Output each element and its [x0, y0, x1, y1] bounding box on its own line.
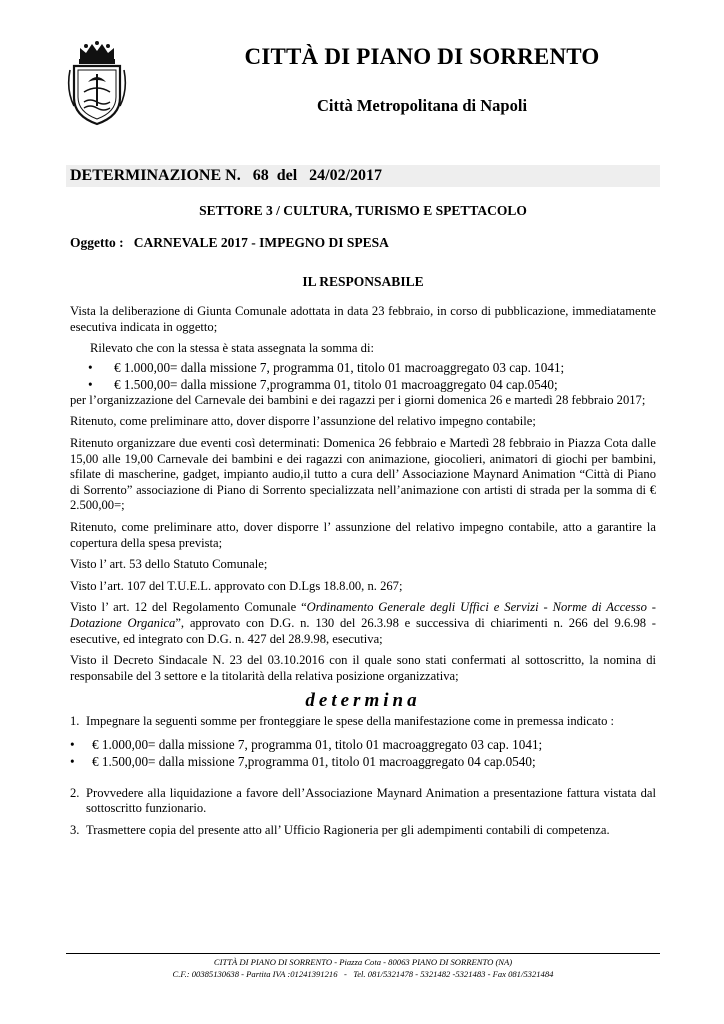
subject-text: CARNEVALE 2017 - IMPEGNO DI SPESA [133, 235, 389, 250]
paragraph: Visto l’ art. 53 dello Statuto Comunale; [70, 557, 268, 572]
determination-label: DETERMINAZIONE N. [70, 167, 241, 184]
footer-divider [66, 953, 660, 954]
subject-label: Oggetto : [70, 235, 124, 250]
budget-list [70, 359, 656, 393]
page-title: CITTÀ DI PIANO DI SORRENTO [244, 44, 600, 69]
determina-budget-list [70, 736, 656, 770]
paragraph: Visto l’ art. 12 del Regolamento Comunale “Ordinamento Generale degli Uffici e Servizi - Norme di Accesso - Dotazione Organica”, approvato con D.G. n. 130 del 26.3.98 e successiva di chiarimenti n. 266 del 9.6.98 - esecutive, ed integrato con D.G. n. 427 del 28.9.98, esecutiva; [70, 600, 656, 646]
paragraph: Visto l’art. 107 del T.U.E.L. approvato con D.Lgs 18.8.00, n. 267; [70, 578, 403, 593]
bullet-icon: • [88, 376, 93, 392]
paragraph: Visto il Decreto Sindacale N. 23 del 03.10.2016 con il quale sono stati confermati al sottoscritto, la nomina di responsabile del 3 settore e la titolarità della relativa posizione organizzativa; [70, 653, 656, 683]
numbered-item: 3. Trasmettere copia del presente atto all’ Ufficio Ragioneria per gli adempimenti contabili di competenza. [70, 823, 610, 838]
paragraph: Ritenuto, come preliminare atto, dover disporre l’ assunzione del relativo impegno contabile, atto a garantire la copertura della spesa prevista; [70, 519, 656, 550]
list-item: • € 1.000,00= dalla missione 7, programma 01, titolo 01 macroaggregato 03 cap. 1041; [70, 736, 543, 752]
determination-header [66, 165, 660, 187]
paragraph: per l’organizzazione del Carnevale dei bambini e dei ragazzi per i giorni domenica 26 e martedì 28 febbraio 2017; [70, 392, 646, 407]
municipal-crest-icon [66, 40, 128, 126]
paragraph: Rilevato che con la stessa è stata assegnata la somma di: [90, 341, 374, 356]
bullet-icon: • [88, 359, 93, 375]
footer-contacts: C.F.: 00385130638 - Partita IVA :01241391216 - Tel. 081/5321478 - 5321482 -5321483 - Fax 081/5321484 [172, 969, 554, 979]
page-subtitle: Città Metropolitana di Napoli [316, 96, 528, 115]
paragraph: Ritenuto, come preliminare atto, dover disporre l’assunzione del relativo impegno contabile; [70, 414, 536, 429]
determina-heading: determina [305, 690, 421, 712]
footer-address: CITTÀ DI PIANO DI SORRENTO - Piazza Cota - 80063 PIANO DI SORRENTO (NA) [213, 957, 513, 967]
numbered-item: 2. Provvedere alla liquidazione a favore dell’Associazione Maynard Animation a presentazione fattura vistata dal sottoscritto funzionario. [70, 785, 656, 816]
list-item: • € 1.500,00= dalla missione 7,programma 01, titolo 01 macroaggregato 04 cap.0540; [88, 376, 558, 392]
sector-heading: SETTORE 3 / CULTURA, TURISMO E SPETTACOLO [199, 203, 527, 218]
list-item: • € 1.000,00= dalla missione 7, programma 01, titolo 01 macroaggregato 03 cap. 1041; [88, 359, 565, 375]
list-item: • € 1.500,00= dalla missione 7,programma 01, titolo 01 macroaggregato 04 cap.0540; [70, 753, 536, 769]
paragraph: Ritenuto organizzare due eventi così determinati: Domenica 26 febbraio e Martedì 28 febbraio in Piazza Cota dalle 15,00 alle 19,00 Carnevale dei bambini e dei ragazzi con animazione, giocolieri, animatori di giochi per bambini, sfilate di mascherine, gadget, impianto audio,il tutto a cura dell’ Associazione Maynard Animation “Città di Piano di Sorrento” associazione di Piano di Sorrento specializzata nell’animazione con artisti di strada per la somma di € 2.500,00=; [70, 435, 656, 513]
determination-date: 24/02/2017 [309, 167, 383, 184]
responsible-heading: IL RESPONSABILE [302, 274, 424, 289]
determination-number: 68 [252, 167, 269, 184]
bullet-icon: • [70, 736, 75, 752]
subject-line [70, 235, 389, 251]
numbered-item: 1. Impegnare la seguenti somme per fronteggiare le spese della manifestazione come in premessa indicato : [70, 714, 615, 729]
bullet-icon: • [70, 753, 75, 769]
determination-del: del [276, 167, 298, 184]
paragraph: Vista la deliberazione di Giunta Comunale adottata in data 23 febbraio, in corso di pubblicazione, immediatamente esecutiva indicata in oggetto; [70, 304, 656, 334]
document-body [70, 304, 656, 845]
